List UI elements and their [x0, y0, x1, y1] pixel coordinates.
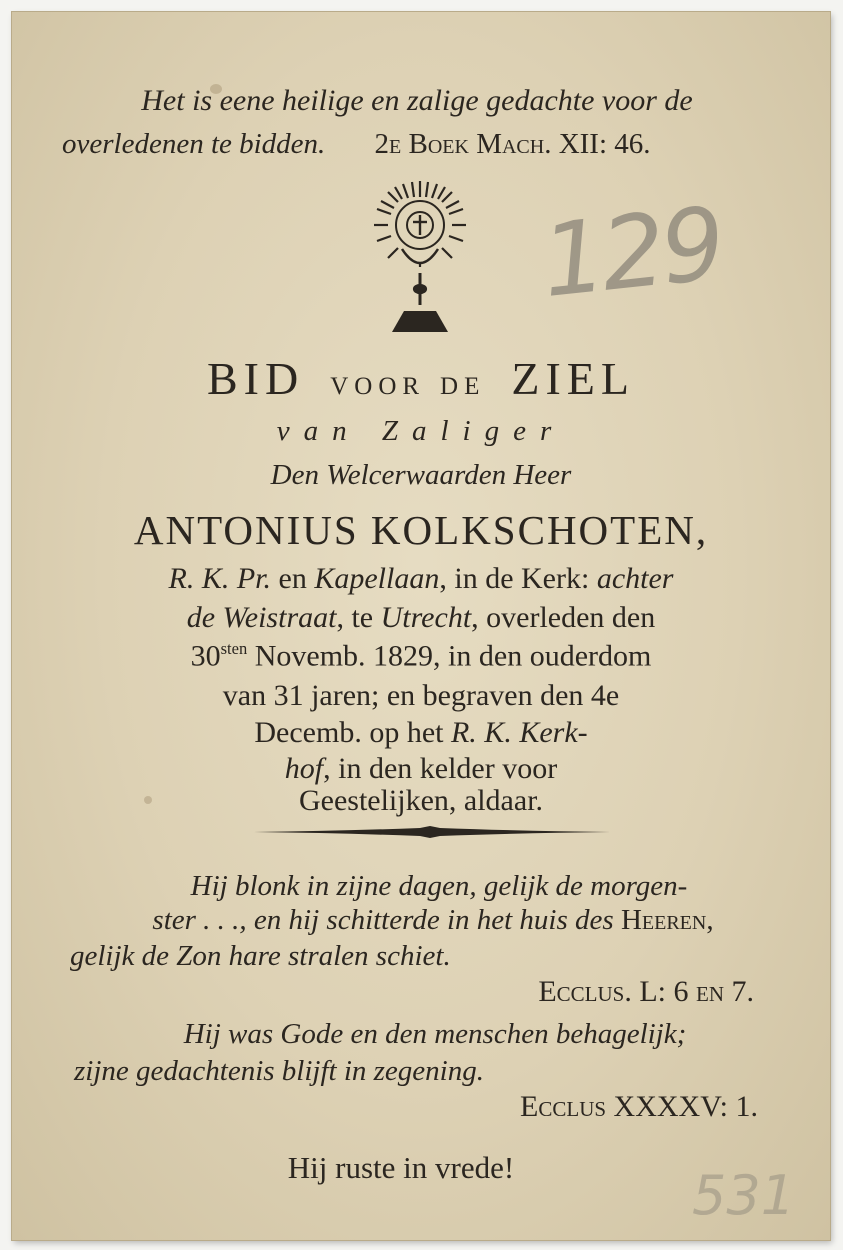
- header-quote-text: overledenen te bidden.: [62, 128, 326, 160]
- title-line: [12, 352, 830, 405]
- text-segment: Utrecht: [380, 601, 472, 634]
- body-line-7: Geestelijken, aldaar.: [298, 784, 544, 817]
- verse2-reference: Ecclus XXXXV: 1.: [520, 1090, 758, 1123]
- pencil-number-bottom: 531: [692, 1164, 796, 1227]
- header-quote-line1: Het is eene heilige en zalige gedachte voor de: [141, 84, 693, 117]
- text-segment: R. K. Pr.: [168, 562, 272, 595]
- text-segment: , overleden den: [471, 601, 656, 634]
- verse1-line1: Hij blonk in zijne dagen, gelijk de morgen-: [190, 870, 688, 902]
- text-segment: ster . . ., en hij schitterde in het huis des: [152, 904, 621, 936]
- closing-blessing: Hij ruste in vrede!: [287, 1150, 515, 1185]
- honorific: Den Welcerwaarden Heer: [270, 459, 572, 491]
- verse1-line3: gelijk de Zon hare stralen schiet.: [70, 940, 451, 972]
- body-line-2: [12, 601, 830, 635]
- text-segment: sten: [220, 639, 248, 658]
- title-bid: BID: [206, 353, 305, 404]
- text-segment: 30: [190, 639, 221, 673]
- text-segment: , in den kelder voor: [323, 752, 558, 785]
- verse1-line2: [24, 904, 842, 937]
- title-ziel: ZIEL: [511, 353, 636, 404]
- ornamental-divider: [250, 824, 610, 840]
- monstrance-icon: [360, 177, 480, 337]
- text-segment: de Weistraat: [186, 601, 337, 634]
- verse2-line1: Hij was Gode en den menschen behagelijk;: [183, 1018, 687, 1050]
- verse2-line2: zijne gedachtenis blijft in zegening.: [74, 1055, 484, 1087]
- body-line-5: [12, 716, 830, 750]
- text-segment: , te: [336, 601, 381, 634]
- text-segment: Decemb. op het: [254, 716, 451, 749]
- text-segment: hof: [284, 752, 324, 785]
- header-quote-reference: 2e Boek Mach. XII: 46.: [374, 128, 651, 160]
- deceased-name: ANTONIUS KOLKSCHOTEN,: [133, 507, 709, 553]
- header-quote-line2: [62, 126, 802, 161]
- body-line-6: [12, 752, 830, 786]
- text-segment: Novemb. 1829, in den ouderdom: [247, 639, 652, 673]
- memorial-card: [12, 12, 830, 1240]
- pencil-number-top: 129: [536, 184, 727, 321]
- title-voor-de: voor de: [330, 362, 486, 402]
- text-segment: Heeren,: [620, 904, 714, 936]
- text-segment: en: [271, 562, 315, 595]
- text-segment: R. K. Kerk-: [450, 716, 588, 749]
- body-line-4: van 31 jaren; en begraven den 4e: [222, 679, 620, 712]
- body-line-1: [12, 562, 830, 596]
- verse1-reference: Ecclus. L: 6 en 7.: [538, 975, 754, 1008]
- text-segment: Kapellaan: [314, 562, 440, 595]
- text-segment: achter: [596, 562, 674, 595]
- subtitle-van-zaliger: van Zaliger: [276, 415, 566, 447]
- text-segment: , in de Kerk:: [439, 562, 597, 595]
- body-line-3: [12, 639, 830, 674]
